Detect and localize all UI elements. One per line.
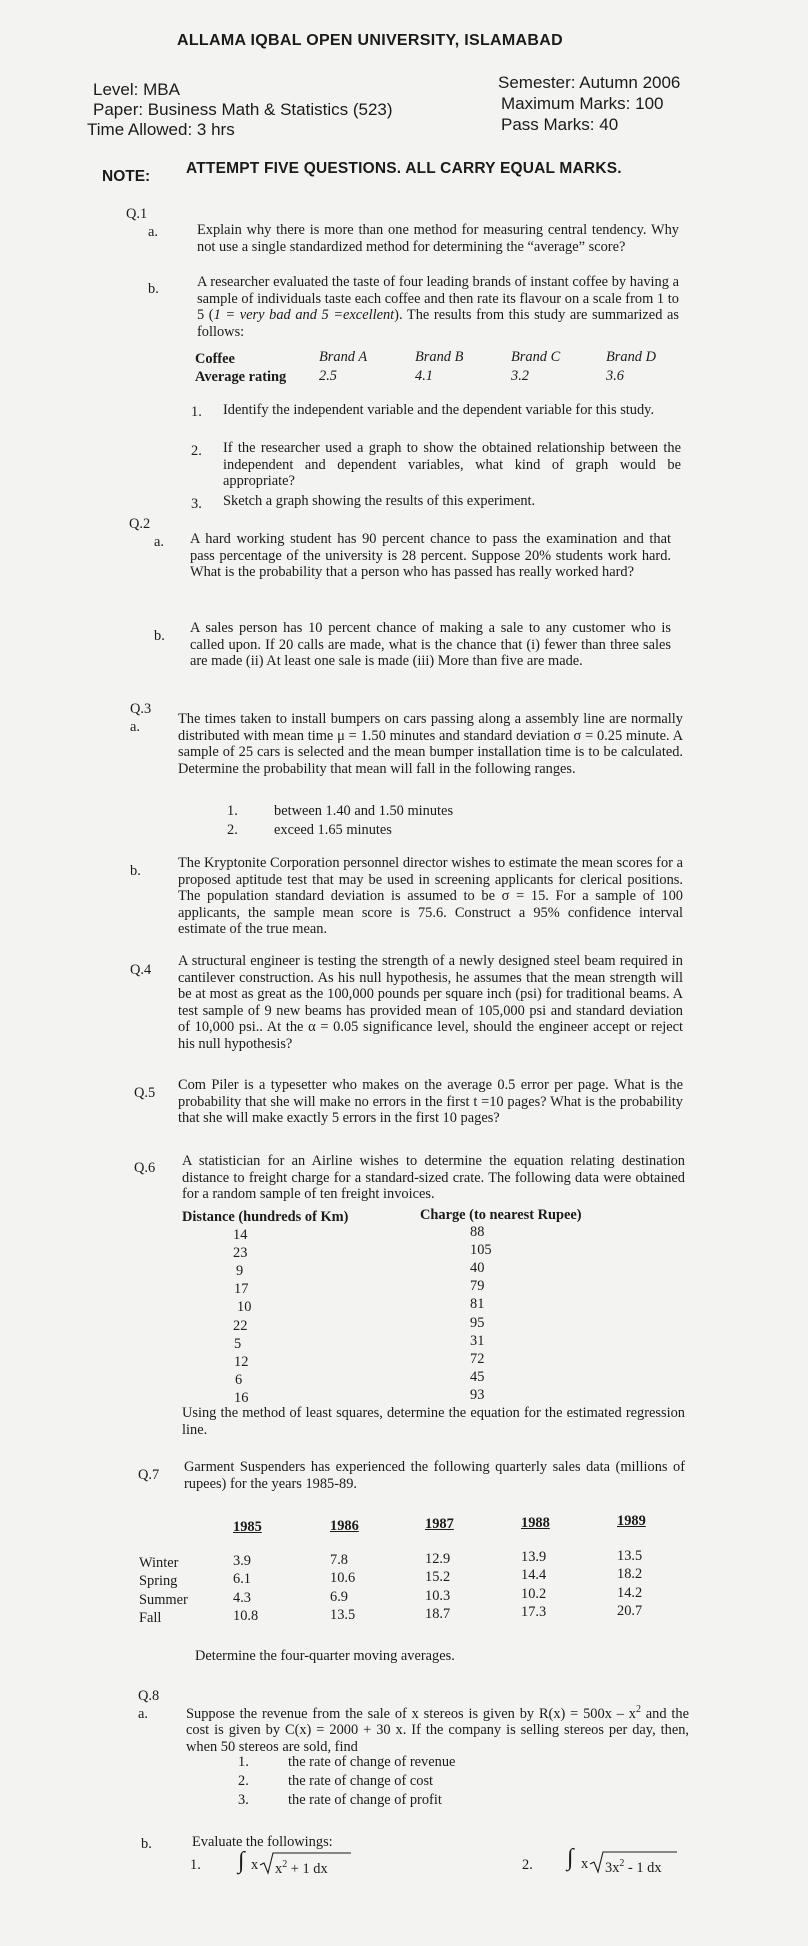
q2-label: Q.2 [129,516,151,532]
time-allowed: Time Allowed: 3 hrs [87,120,235,139]
charge-cell: 79 [470,1278,485,1295]
season-label: Fall [139,1610,162,1626]
q8-a-line2: and the cost is given by C(x) = 2000 + 30 x. If the company is selling stereos per day, then, when 50 stereos are sold, find [186,1705,689,1755]
q1-b-label: b. [148,281,159,297]
q2-a-label: a. [154,534,164,550]
sales-cell: 6.9 [330,1588,348,1605]
brand-b: Brand B [415,349,464,365]
q2-b-label: b. [154,628,165,644]
note-text: ATTEMPT FIVE QUESTIONS. ALL CARRY EQUAL MARKS. [186,160,622,177]
q4-text: A structural engineer is testing the strength of a newly designed steel beam required in cantilever construction. As his null hypothesis, he assumes that the mean strength will be at most as great as the 100,000 pounds per square inch (psi) for traditional beams. A test sample of 9 new beams has provided mean of 105,000 psi and standard deviation of 10,000 psi.. At the α = 0.05 significance level, should the engineer accept or reject his null hypothesis? [178,953,683,1052]
integral-2-post: - 1 dx [624,1859,662,1876]
q2-b-text: A sales person has 10 percent chance of making a sale to any customer who is called upon. If 20 calls are made, what is the chance that (i) fewer than three sales are made (ii) At least one sale is made (iii) More than five are made. [190,620,671,669]
q8-a-text [186,1702,689,1755]
q1-b-text-italic: 1 = very bad and 5 =excellent [213,307,395,323]
q8-item-text: the rate of change of cost [288,1773,434,1789]
charge-cell: 95 [470,1314,485,1331]
integral-1-post: + 1 dx [287,1860,328,1877]
q8-a-sup: 2 [635,1704,641,1715]
season-label: Spring [139,1573,178,1589]
sales-cell: 18.7 [425,1605,451,1622]
q8-item-text: the rate of change of revenue [288,1754,456,1770]
q3-a-text: The times taken to install bumpers on cars passing along a assembly line are normally distributed with mean time μ = 1.50 minutes and standard deviation σ = 0.25 minute. A sample of 25 cars is selected and the mean bumper installation time is to be calculated. Determine the probability that mean will fall in the following ranges. [178,711,683,777]
integral-2-sign: ∫ [567,1845,574,1871]
q8-item-num: 2. [238,1773,249,1789]
distance-cell: 17 [234,1281,249,1298]
q3-item-text: between 1.40 and 1.50 minutes [274,803,454,819]
q1-item-num: 1. [191,404,202,420]
note-label: NOTE: [102,168,151,185]
rating-d: 3.6 [606,368,624,384]
season-label: Summer [139,1592,188,1608]
q3-item-num: 2. [227,822,238,838]
q8-b-text: Evaluate the followings: [192,1834,333,1850]
q4-label: Q.4 [130,962,152,978]
charge-cell: 81 [470,1296,485,1313]
distance-cell: 14 [233,1227,248,1243]
q7-footer: Determine the four-quarter moving averages. [195,1648,455,1664]
charge-cell: 40 [470,1260,485,1277]
integral-1-body [275,1857,328,1877]
brand-a: Brand A [319,349,368,365]
paper: Paper: Business Math & Statistics (523) [93,100,393,119]
integral-2-var: x [581,1856,589,1872]
q1-item-num: 3. [191,496,202,512]
sales-cell: 10.8 [233,1608,259,1624]
season-label: Winter [139,1555,179,1571]
distance-header: Distance (hundreds of Km) [182,1209,349,1225]
q2-a-text: A hard working student has 90 percent chance to pass the examination and that pass percentage of the university is 28 percent. Suppose 20% students work hard. What is the probability that a person who has passed has really worked hard? [190,531,671,580]
semester: Semester: Autumn 2006 [498,73,681,92]
q3-b-label: b. [130,863,141,879]
distance-cell: 23 [233,1245,248,1262]
sales-cell: 7.8 [330,1551,348,1568]
q1-label: Q.1 [126,206,148,222]
integral-2-sup: 2 [619,1858,625,1869]
sales-cell: 3.9 [233,1553,251,1569]
q1-b-text [197,274,679,340]
charge-cell: 105 [470,1242,492,1259]
distance-cell: 22 [233,1317,248,1334]
q8-b-label: b. [141,1836,152,1852]
integral-1-var: x [251,1857,259,1873]
distance-cell: 10 [237,1299,252,1316]
q1-b-text-2: ). The results from this study are summarized as follows: [197,307,679,340]
sales-cell: 13.5 [330,1606,356,1623]
year-header: 1988 [521,1514,550,1531]
sales-cell: 10.6 [330,1569,356,1586]
university-title: ALLAMA IQBAL OPEN UNIVERSITY, ISLAMABAD [177,32,563,49]
q1-item-text: If the researcher used a graph to show the obtained relationship between the independent and dependent variables, what kind of graph would be appropriate? [223,440,681,489]
brand-d: Brand D [606,349,656,365]
sales-cell: 12.9 [425,1550,451,1567]
q1-item-text: Sketch a graph showing the results of this experiment. [223,493,536,509]
year-header: 1989 [617,1513,646,1529]
q6-text: A statistician for an Airline wishes to determine the equation relating destination distance to freight charge for a standard-sized crate. The following data were obtained for a random sample of ten freight invoices. [182,1153,685,1202]
q8-item-num: 1. [238,1754,249,1770]
sales-cell: 17.3 [521,1604,547,1621]
q7-label: Q.7 [138,1467,160,1483]
sales-cell: 15.2 [425,1568,451,1585]
charge-cell: 31 [470,1332,485,1349]
rating-row-label: Average rating [195,369,287,385]
distance-cell: 9 [236,1263,244,1280]
q3-item-text: exceed 1.65 minutes [274,822,392,838]
q8-item-text: the rate of change of profit [288,1792,442,1808]
sales-cell: 13.9 [521,1549,547,1566]
q8-item-num: 3. [238,1792,249,1808]
integral-2-num: 2. [522,1857,533,1873]
q8-a-line1: Suppose the revenue from the sale of x stereos is given by R(x) = 500x – x [186,1705,636,1722]
q3-b-text: The Kryptonite Corporation personnel director wishes to estimate the mean scores for a proposed aptitude test that may be used in screening applicants for clerical positions. The population standard deviation is assumed to be σ = 15. For a sample of 100 applicants, the sample mean score is 75.6. Construct a 95% confidence interval estimate of the true mean. [178,855,683,937]
sales-cell: 10.3 [425,1587,451,1604]
distance-cell: 16 [234,1389,249,1406]
charge-header: Charge (to nearest Rupee) [420,1207,582,1223]
distance-cell: 5 [234,1335,242,1352]
pass-marks: Pass Marks: 40 [501,115,619,134]
q5-label: Q.5 [134,1085,156,1101]
charge-cell: 45 [470,1368,485,1385]
sales-cell: 18.2 [617,1566,643,1583]
year-header: 1986 [330,1517,359,1534]
year-header: 1987 [425,1516,454,1532]
q3-item-num: 1. [227,803,238,819]
q3-label: Q.3 [130,701,152,717]
sales-cell: 14.4 [521,1567,547,1584]
q1-a-text: Explain why there is more than one method for measuring central tendency. Why not use a single standardized method for determining the “average” score? [197,222,679,255]
charge-cell: 72 [470,1350,485,1367]
q1-b-text-1: A researcher evaluated the taste of four leading brands of instant coffee by having a sample of individuals taste each coffee and then rate its flavour on a scale from 1 to 5 ( [197,274,679,323]
integral-2-rad: 3x [605,1859,620,1876]
sales-cell: 4.3 [233,1590,251,1606]
sales-cell: 10.2 [521,1586,547,1603]
coffee-row-label: Coffee [195,351,235,367]
q5-text: Com Piler is a typesetter who makes on the average 0.5 error per page. What is the probability that she will make no errors in the first t =10 pages? What is the probability that she will make exactly 5 errors in the first 10 pages? [178,1077,683,1126]
integral-1-rad: x [275,1860,283,1877]
sales-cell: 6.1 [233,1571,251,1587]
q7-text: Garment Suspenders has experienced the following quarterly sales data (millions of rupees) for the years 1985-89. [184,1459,685,1492]
q3-a-label: a. [130,719,140,735]
q1-item-num: 2. [191,443,202,459]
charge-cell: 88 [470,1224,485,1240]
q8-label: Q.8 [138,1688,160,1704]
integral-1-sup: 2 [282,1859,288,1870]
level: Level: MBA [93,80,180,99]
year-header: 1985 [233,1519,262,1535]
rating-c: 3.2 [511,368,529,384]
brand-c: Brand C [511,349,561,365]
q6-label: Q.6 [134,1160,156,1176]
integral-2-body [605,1856,662,1876]
sales-cell: 13.5 [617,1548,643,1565]
integral-1-num: 1. [190,1857,201,1873]
q6-footer: Using the method of least squares, determine the equation for the estimated regression line. [182,1405,685,1438]
distance-cell: 12 [234,1353,249,1370]
q8-a-label: a. [138,1706,148,1722]
sales-cell: 20.7 [617,1603,643,1620]
rating-b: 4.1 [415,368,433,384]
sales-cell: 14.2 [617,1585,643,1602]
q1-item-text: Identify the independent variable and the dependent variable for this study. [223,402,655,418]
charge-cell: 93 [470,1386,485,1403]
distance-cell: 6 [235,1371,243,1388]
rating-a: 2.5 [319,368,337,384]
maximum-marks: Maximum Marks: 100 [501,94,664,113]
integral-1-sign: ∫ [238,1848,245,1874]
q1-a-label: a. [148,224,158,240]
